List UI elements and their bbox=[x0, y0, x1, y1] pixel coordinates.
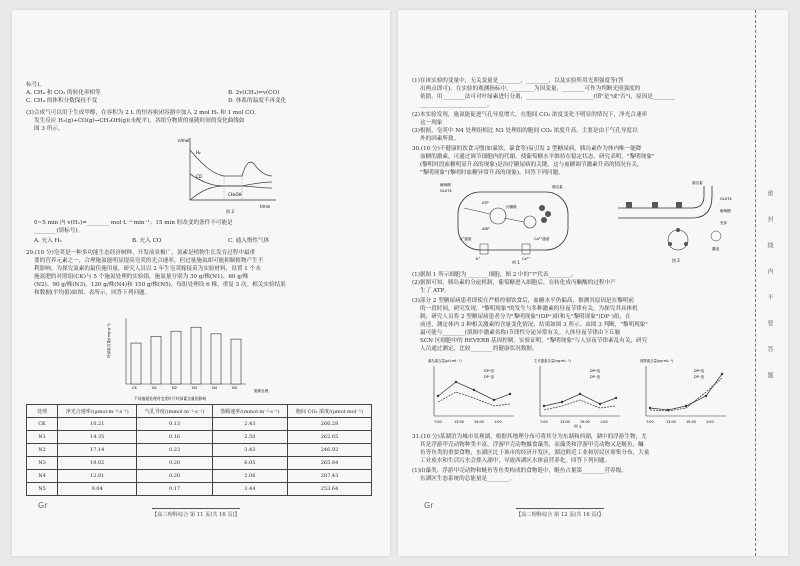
fig1-label: Ca²⁺ bbox=[522, 257, 531, 261]
x-tick: 13:00 bbox=[560, 420, 570, 424]
table-header-row bbox=[27, 405, 372, 418]
bar-tick-label: N4 bbox=[212, 386, 217, 390]
x-tick: 19:00 bbox=[474, 420, 484, 424]
text-line: (3)根据，皂荚中 N4 处理组相比 N3 处理组的胞间 CO₂ 浓度升高，主要是由于气孔导度以 bbox=[412, 128, 638, 134]
bar-chart-caption: 不同施氮处理对皂荚叶片叶绿素含量的影响 bbox=[134, 396, 207, 401]
page-footer: 【高三理科综合 第 12 页(共 16 页)】 bbox=[516, 508, 604, 518]
fig1-label: ADP bbox=[482, 227, 490, 231]
bar-n5 bbox=[231, 339, 241, 384]
strip-char: 要 bbox=[766, 320, 773, 326]
fig1-label: ATP bbox=[482, 201, 489, 205]
fig2-label: 囊泡 bbox=[712, 247, 720, 251]
chlorophyll-bar-chart bbox=[104, 306, 284, 402]
text-line: 这一现象 bbox=[420, 120, 443, 126]
fig3-series-h2: H₂ bbox=[196, 150, 201, 155]
bar-n3 bbox=[191, 327, 201, 384]
legend-dp-plus: DP⁺组 bbox=[590, 369, 600, 373]
table-cell: 14.35 bbox=[58, 431, 137, 444]
x-tick: 13:00 bbox=[454, 420, 464, 424]
table-cell: 12.01 bbox=[58, 470, 137, 483]
text-line: 出两点即可)。在实验的观测指标中，________为因变量，________可作为判断光照强度的 bbox=[420, 86, 641, 92]
text-line: (1)由藻类、浮游甲壳动物和鲢鱼等鱼类构成的食物链中，鲢鱼占据第________营养级， bbox=[412, 468, 627, 474]
fig1-label: K⁺通道 bbox=[460, 237, 472, 241]
fig1-label: 胰岛素 bbox=[552, 185, 563, 189]
exam-page-12 bbox=[398, 10, 788, 556]
table-row bbox=[27, 470, 372, 483]
fig3-x-axis-label: t/min bbox=[260, 204, 271, 209]
text-line: (1)据图 1 所示细胞为________细胞，图 2 中的"?"代表________。 bbox=[412, 272, 577, 278]
bar-chart-axes bbox=[126, 318, 246, 384]
fig1-label: 葡萄糖 bbox=[440, 183, 451, 187]
option-a: A. 充入 H₂ bbox=[34, 238, 62, 244]
question-31: 31.(10 分)某湖泊为城市景观湖，根据其地理分布可将其分为东湖和西湖，湖中的浮游生物，尤 bbox=[412, 434, 647, 440]
table-cell: 0.20 bbox=[137, 470, 212, 483]
table-cell: N5 bbox=[27, 483, 58, 496]
text-line: SCN 区细胞中的 REVERB 基因控制。实验证明，"黎明现象"与人昼夜节律紊乱有关，研究 bbox=[420, 338, 648, 344]
x-tick: 7:00 bbox=[540, 420, 548, 424]
table-header-cell: 处理 bbox=[27, 405, 58, 418]
option-c: C. 通入惰性气体 bbox=[228, 238, 270, 244]
panel-insulin bbox=[428, 358, 514, 424]
fig1-label: K⁺ bbox=[476, 257, 481, 261]
legend-dp-minus: DP⁻组 bbox=[694, 375, 704, 379]
strip-char: 封 bbox=[766, 216, 773, 222]
bar-tick-label: N2 bbox=[172, 386, 177, 390]
bar-chart-y-label: 叶绿素含量/(mg·g⁻¹) bbox=[107, 323, 111, 358]
fig3-caption: 图 3 bbox=[574, 424, 582, 428]
table-cell: 262.65 bbox=[288, 431, 372, 444]
figure-1-beta-cell bbox=[438, 178, 598, 264]
option-a: A. CH₄ 和 CO₂ 的转化率相等 bbox=[26, 90, 101, 96]
bar-tick-label: N3 bbox=[192, 386, 197, 390]
option-b: B. 2v(CH₄)=v(CO) bbox=[228, 90, 280, 96]
legend-dp-minus: DP⁻组 bbox=[484, 375, 494, 379]
corner-mark: Gr bbox=[424, 501, 434, 510]
photosynthesis-table bbox=[26, 404, 372, 496]
fig1-label: GLUT4 bbox=[440, 189, 452, 193]
fig2-label: 葡萄糖 bbox=[720, 209, 731, 213]
option-d: D. 体系的温度不再变化 bbox=[228, 98, 287, 104]
strip-char: 不 bbox=[766, 294, 773, 300]
table-header-cell: 蒸腾速率/(mmol·m⁻²·s⁻¹) bbox=[212, 405, 287, 418]
text-line: (3)合成气可以用于生成甲醇，在容积为 2 L 的恒容密闭容器中加入 2 mol H₂ 和 1 mol CO， bbox=[26, 110, 260, 116]
strip-char: 答 bbox=[766, 346, 773, 352]
text-line: (2)本实验发现，施氮能促进气孔导度增大，在胞间 CO₂ 浓度变化不明显的情况下，净光合速率 bbox=[412, 112, 648, 118]
text-line: 图 3 所示。 bbox=[34, 126, 64, 132]
text-line: (N2)、90 g/株(N3)、120 g/株(N4)和 150 g/株(N5)，每组处理设 6 株，重复 3 次。相关实验结果 bbox=[34, 282, 286, 288]
fig2-label: 受体 bbox=[720, 221, 728, 225]
binding-strip bbox=[755, 10, 788, 556]
option-c: C. CH₄ 的体积分数保持不变 bbox=[26, 98, 98, 104]
x-tick: 7:00 bbox=[646, 420, 654, 424]
strip-char: 密 bbox=[766, 190, 773, 196]
x-tick: 7:00 bbox=[434, 420, 442, 424]
table-cell: N3 bbox=[27, 457, 58, 470]
fig2-label: GLUT4 bbox=[720, 197, 732, 201]
table-row bbox=[27, 431, 372, 444]
fig1-caption: 图 1 bbox=[512, 260, 520, 264]
figure-3-kinetics bbox=[172, 134, 282, 214]
table-cell: 287.43 bbox=[288, 470, 372, 483]
table-cell: N1 bbox=[27, 431, 58, 444]
panel-growth-hormone bbox=[534, 358, 620, 424]
text-line: ________________________。 bbox=[420, 102, 493, 108]
table-cell: 0.23 bbox=[137, 444, 212, 457]
text-line: 鱼等鱼类的重要食物，东湖区比于该市的经济开发区，湖边附近工业和居民区密集分布，大量 bbox=[420, 450, 650, 456]
table-cell: 2.43 bbox=[212, 418, 287, 431]
table-cell: 266.28 bbox=[288, 418, 372, 431]
text-line: 标号)。 bbox=[26, 82, 45, 88]
table-row bbox=[27, 444, 372, 457]
text-line: 的一段时间，研究发现，"黎明现象"的发生与多种激素的昼夜节律有关，为探究其具体机 bbox=[420, 306, 638, 312]
text-line: 发生反应 H₂(g)+CO(g)→CH₃OH(g)(未配平)，各组分物质的量随时间的变化曲线如 bbox=[34, 118, 245, 124]
panel-y-label: 胰岛素含量(μU·mL⁻¹) bbox=[428, 359, 462, 363]
table-cell: 253.64 bbox=[288, 483, 372, 496]
table-header-cell: 胞间 CO₂ 浓度/(μmol·mol⁻¹) bbox=[288, 405, 372, 418]
table-cell: 3.44 bbox=[212, 483, 287, 496]
table-header-cell: 净光合速率/(μmol·m⁻²·s⁻¹) bbox=[58, 405, 137, 418]
text-line: 要的营养元素之一，合理施氮能明显提高皂荚的光合速率，但过量施氮却可能抑制植物产生不 bbox=[34, 258, 264, 264]
table-cell: 265.84 bbox=[288, 457, 372, 470]
table-cell: 2.50 bbox=[212, 431, 287, 444]
bar-chart-x-label: 施氮处理 bbox=[254, 389, 269, 393]
x-tick: 19:00 bbox=[686, 420, 696, 424]
bar-tick-label: N5 bbox=[232, 386, 237, 390]
table-cell: 19.02 bbox=[58, 457, 137, 470]
page-footer: 【高三理科综合 第 11 页(共 16 页)】 bbox=[152, 508, 240, 518]
table-cell: 9.04 bbox=[58, 483, 137, 496]
text-line: 前述，测定体内 3 种相关激素的含量变化情况，结果如图 3 所示。由图 3 判断，"黎明现象" bbox=[420, 322, 648, 328]
figure-2-glut4 bbox=[612, 178, 748, 264]
bar-n1 bbox=[151, 336, 161, 384]
text-line: 施氮肥的对照组(CK)与 5 个施氮处理的实验组，施氮量分别为 30 g/株(N1)、60 g/株 bbox=[34, 274, 249, 280]
fig3-series-co: CO bbox=[196, 174, 202, 179]
text-line: 0~5 min 内 v(H₂)=________ mol·L⁻¹·min⁻¹；15 min 时改变的条件不可能是 bbox=[34, 220, 233, 226]
strip-char: 题 bbox=[766, 372, 773, 378]
text-line: 其是浮游甲壳动物种类丰富，浮游甲壳动物摄食藻类，而藻类和浮游甲壳动物又是鲢鱼、鳙 bbox=[420, 442, 644, 448]
table-cell: 0.13 bbox=[137, 418, 212, 431]
legend-dp-minus: DP⁻组 bbox=[590, 375, 600, 379]
text-line: 东湖区生态系统的总能量是________。 bbox=[420, 476, 516, 482]
table-cell: N2 bbox=[27, 444, 58, 457]
table-cell: 0.16 bbox=[137, 431, 212, 444]
fig3-series-ch3oh: CH₃OH bbox=[228, 192, 242, 197]
text-line: (3)部分 2 型糖尿病患者即使在严格控制饮食后，血糖水平仍偏高，推测其原因是在黎明前 bbox=[412, 298, 635, 304]
table-cell: 0.20 bbox=[137, 457, 212, 470]
corner-mark: Gr bbox=[38, 501, 48, 510]
fig1-label: Ca²⁺通道 bbox=[534, 237, 550, 241]
fig2-label: 胰岛素 bbox=[692, 181, 703, 185]
bar-tick-label: CK bbox=[132, 386, 137, 390]
bar-n2 bbox=[171, 331, 181, 384]
text-line: (黎明时段血糖明显升高的现象)是治疗糖尿病的关键，这与血糖调节激素升高的情况有关。 bbox=[420, 162, 643, 168]
table-cell: 2.06 bbox=[212, 470, 287, 483]
fig2-caption: 图 2 bbox=[672, 258, 680, 263]
table-cell: 246.92 bbox=[288, 444, 372, 457]
panel-y-label: 生长激素含量(ng·mL⁻¹) bbox=[534, 359, 571, 363]
fig3-y-axis-label: n/mol bbox=[178, 138, 190, 143]
text-line: 血糖的激素，可通过调节细胞内的代谢，使葡萄糖水平维持在稳定状态。研究表明，"黎明现象" bbox=[420, 154, 655, 160]
text-line: ________(填标号)。 bbox=[34, 228, 84, 234]
text-line: 外的因素所致。 bbox=[420, 136, 460, 142]
text-line: 工业废水和生活污水会排入湖中，导致西湖区水体富营养化。回答下列问题。 bbox=[420, 458, 611, 464]
panel-y-label: 褪黑素含量(pg·mL⁻¹) bbox=[640, 359, 674, 363]
x-tick: 1:00 bbox=[706, 420, 714, 424]
text-line: (1)在该实验的变量中，无关变量是________，________，以及实验所用光照强度等(答 bbox=[412, 78, 624, 84]
text-line: "黎明现象"(黎明时血糖异常升高的现象)。回答下列问题。 bbox=[420, 170, 564, 176]
bar-tick-label: N1 bbox=[152, 386, 157, 390]
text-line: 最可能与________(填图中激素名称)节律性分泌异常有关。人体昼夜节律由下丘脑 bbox=[420, 330, 621, 336]
x-tick: 1:00 bbox=[600, 420, 608, 424]
table-cell: 6.05 bbox=[212, 457, 287, 470]
table-cell: CK bbox=[27, 418, 58, 431]
table-row bbox=[27, 418, 372, 431]
panel-melatonin bbox=[640, 358, 726, 424]
text-line: 利影响。为探究氮素的最佳施用量，研究人员以 2 年生皂荚嫁接苗为实验材料，设置 1 个未 bbox=[34, 266, 261, 272]
question-29: 29.(10 分)皂荚是一种多功能生态经济树种，开发前景极广，氮素是植物生长发育过程中最重 bbox=[26, 250, 256, 256]
figure-3-hormone-panels bbox=[424, 356, 744, 428]
text-line: 依据。用________法可对叶绿素进行分离，________________________(填"是"或"否")，原因是________ bbox=[420, 94, 676, 100]
table-cell: 3.43 bbox=[212, 444, 287, 457]
x-tick: 13:00 bbox=[666, 420, 676, 424]
table-cell: N4 bbox=[27, 470, 58, 483]
strip-char: 线 bbox=[766, 242, 773, 248]
table-row bbox=[27, 457, 372, 470]
option-b: B. 充入 CO bbox=[132, 238, 162, 244]
table-cell: 10.21 bbox=[58, 418, 137, 431]
table-row bbox=[27, 483, 372, 496]
table-header-cell: 气孔导度/(mmol·m⁻²·s⁻¹) bbox=[137, 405, 212, 418]
x-tick: 19:00 bbox=[580, 420, 590, 424]
text-line: 和数据(平均值)如图、表所示，回答下列问题。 bbox=[34, 290, 151, 296]
bar-n4 bbox=[211, 334, 221, 384]
fig1-label: 丙酮酸 bbox=[506, 205, 517, 209]
table-cell: 17.14 bbox=[58, 444, 137, 457]
x-tick: 1:00 bbox=[494, 420, 502, 424]
text-line: (2)据图可知，胰岛素的分泌机制，葡萄糖进入细胞后，在转化成丙酮酸的过程中产 bbox=[412, 280, 616, 286]
bar-ck bbox=[131, 343, 141, 384]
question-30: 30.(10 分)不健康的饮食习惯(如暴饮、暴食等)易引发 2 型糖尿病，胰岛素作为体内唯一能降 bbox=[412, 146, 642, 152]
table-cell: 0.17 bbox=[137, 483, 212, 496]
fig3-caption: 图 3 bbox=[226, 209, 234, 214]
exam-page-11 bbox=[12, 10, 390, 556]
legend-dp-plus: DP⁺组 bbox=[484, 369, 494, 373]
legend-dp-plus: DP⁺组 bbox=[694, 369, 704, 373]
text-line: 人员通过测定，比较________的健康状况数据。 bbox=[420, 346, 538, 352]
text-line: 生了 ATP。 bbox=[420, 288, 450, 294]
text-line: 制，研究人员将 2 型糖尿病患者分为"黎明现象"(DP⁺)组和无"黎明现象"(DP⁻)组，在 bbox=[420, 314, 631, 320]
strip-char: 内 bbox=[766, 268, 773, 274]
